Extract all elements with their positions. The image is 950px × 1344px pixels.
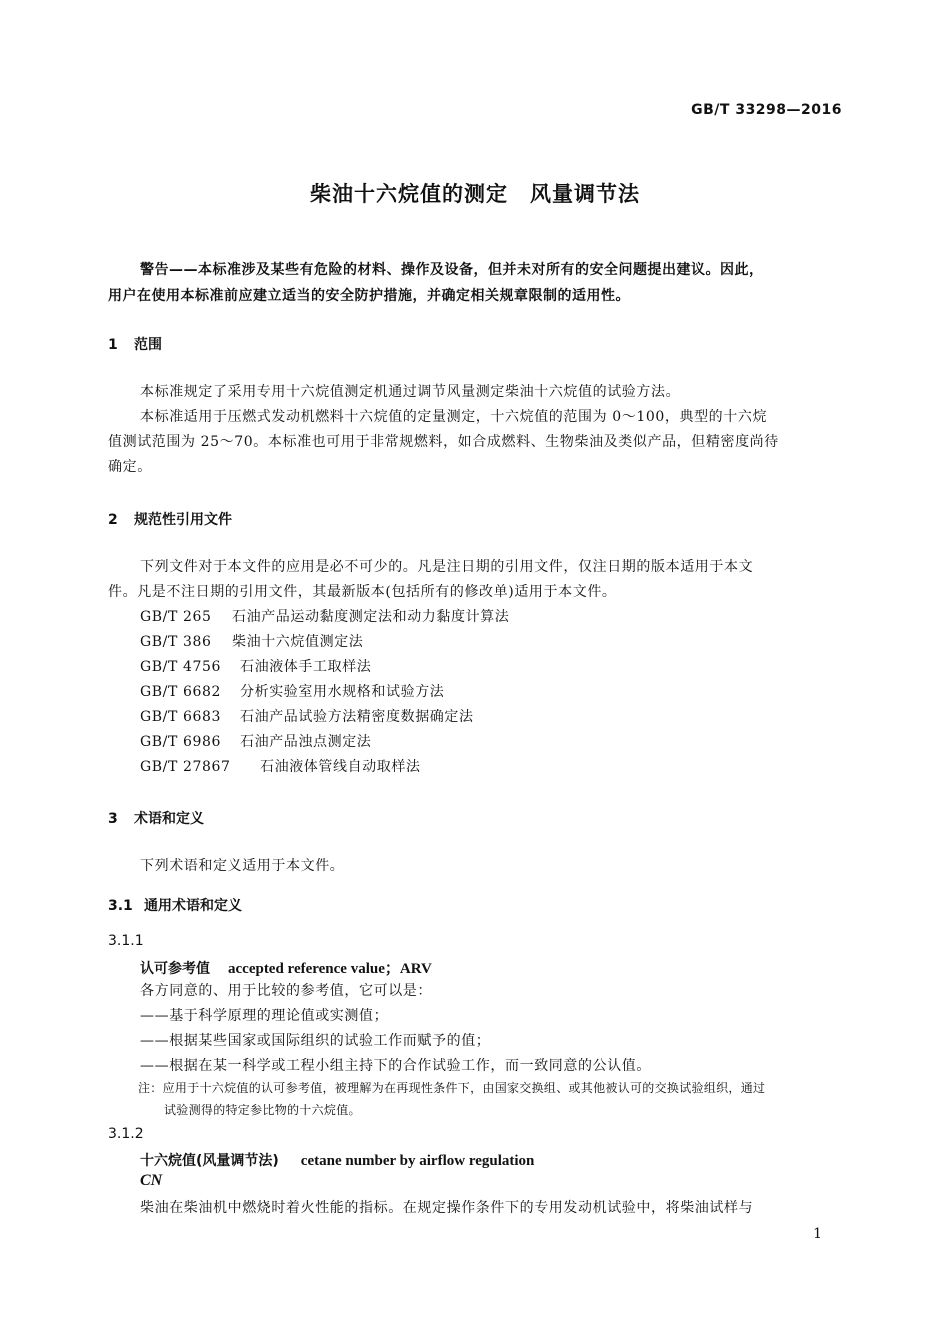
note-text-line-1: 应用于十六烷值的认可参考值，被理解为在再现性条件下，由国家交换组、或其他被认可的交换试验组织，通过 xyxy=(162,1081,766,1095)
section-title: 术语和定义 xyxy=(134,811,204,827)
section-number: 1 xyxy=(108,337,118,353)
section-2-intro-line-1: 下列文件对于本文件的应用是必不可少的。凡是注日期的引用文件，仅注日期的版本适用于本文 xyxy=(140,559,754,575)
reference-title: 石油产品试验方法精密度数据确定法 xyxy=(240,709,474,725)
term-list-item: ——根据在某一科学或工程小组主持下的合作试验工作，而一致同意的公认值。 xyxy=(140,1058,651,1074)
reference-title: 石油产品浊点测定法 xyxy=(240,734,372,750)
reference-title: 石油液体手工取样法 xyxy=(240,659,372,675)
term-definition: 各方同意的、用于比较的参考值，它可以是： xyxy=(140,983,432,999)
reference-title: 石油产品运动黏度测定法和动力黏度计算法 xyxy=(232,609,510,625)
reference-title: 柴油十六烷值测定法 xyxy=(232,634,364,650)
reference-title: 分析实验室用水规格和试验方法 xyxy=(240,684,445,700)
term-en: accepted reference value；ARV xyxy=(228,961,432,977)
reference-item xyxy=(140,755,421,780)
term-heading xyxy=(140,957,432,978)
section-1-para-2-line-2: 值测试范围为 25～70。本标准也可用于非常规燃料，如合成燃料、生物柴油及类似产品，但精密度尚待 xyxy=(108,434,779,450)
reference-code: GB/T 27867 xyxy=(140,759,231,775)
subsection-number: 3.1 xyxy=(108,898,133,914)
section-title: 规范性引用文件 xyxy=(134,512,232,528)
reference-code: GB/T 265 xyxy=(140,609,212,625)
reference-code: GB/T 6682 xyxy=(140,684,222,700)
term-heading xyxy=(140,1150,534,1170)
reference-code: GB/T 6683 xyxy=(140,709,222,725)
reference-item xyxy=(140,730,371,755)
reference-item xyxy=(140,655,371,680)
page-number: 1 xyxy=(813,1226,822,1242)
section-1-para-2-line-3: 确定。 xyxy=(108,459,152,475)
reference-item xyxy=(140,630,363,655)
reference-title: 石油液体管线自动取样法 xyxy=(260,759,421,775)
note-label: 注： xyxy=(138,1081,163,1095)
reference-item xyxy=(140,680,444,705)
term-list-item: ——基于科学原理的理论值或实测值； xyxy=(140,1008,389,1024)
term-number: 3.1.1 xyxy=(108,933,144,949)
term-abbreviation: CN xyxy=(140,1172,163,1189)
section-1-heading xyxy=(108,334,162,354)
warning-line-1: 警告——本标准涉及某些有危险的材料、操作及设备，但并未对所有的安全问题提出建议。因此， xyxy=(140,262,764,278)
term-zh: 认可参考值 xyxy=(140,961,210,977)
subsection-title: 通用术语和定义 xyxy=(144,898,242,914)
section-title: 范围 xyxy=(134,337,162,353)
section-number: 2 xyxy=(108,512,118,528)
section-3-intro: 下列术语和定义适用于本文件。 xyxy=(140,858,345,874)
section-2-heading xyxy=(108,509,232,529)
reference-item xyxy=(140,705,474,730)
note-text-line-2: 试验测得的特定参比物的十六烷值。 xyxy=(164,1103,361,1117)
note xyxy=(138,1079,765,1096)
section-1-para-1: 本标准规定了采用专用十六烷值测定机通过调节风量测定柴油十六烷值的试验方法。 xyxy=(140,384,681,400)
warning-line-2: 用户在使用本标准前应建立适当的安全防护措施，并确定相关规章限制的适用性。 xyxy=(108,288,630,304)
page-title: 柴油十六烷值的测定 风量调节法 xyxy=(310,182,640,206)
section-1-para-2-line-1: 本标准适用于压燃式发动机燃料十六烷值的定量测定，十六烷值的范围为 0～100，典型的十六烷 xyxy=(140,409,768,425)
term-zh: 十六烷值(风量调节法) xyxy=(140,1153,279,1169)
subsection-3-1-heading xyxy=(108,895,242,915)
reference-code: GB/T 4756 xyxy=(140,659,222,675)
reference-item xyxy=(140,605,509,630)
section-number: 3 xyxy=(108,811,118,827)
section-3-heading xyxy=(108,808,204,828)
reference-code: GB/T 6986 xyxy=(140,734,222,750)
term-definition: 柴油在柴油机中燃烧时着火性能的指标。在规定操作条件下的专用发动机试验中，将柴油试样与 xyxy=(140,1200,754,1216)
term-number: 3.1.2 xyxy=(108,1126,144,1142)
term-en: cetane number by airflow regulation xyxy=(300,1153,535,1169)
reference-code: GB/T 386 xyxy=(140,634,212,650)
section-2-intro-line-2: 件。凡是不注日期的引用文件，其最新版本(包括所有的修改单)适用于本文件。 xyxy=(108,584,617,600)
term-list-item: ——根据某些国家或国际组织的试验工作而赋予的值； xyxy=(140,1033,491,1049)
document-number: GB/T 33298—2016 xyxy=(691,102,842,118)
